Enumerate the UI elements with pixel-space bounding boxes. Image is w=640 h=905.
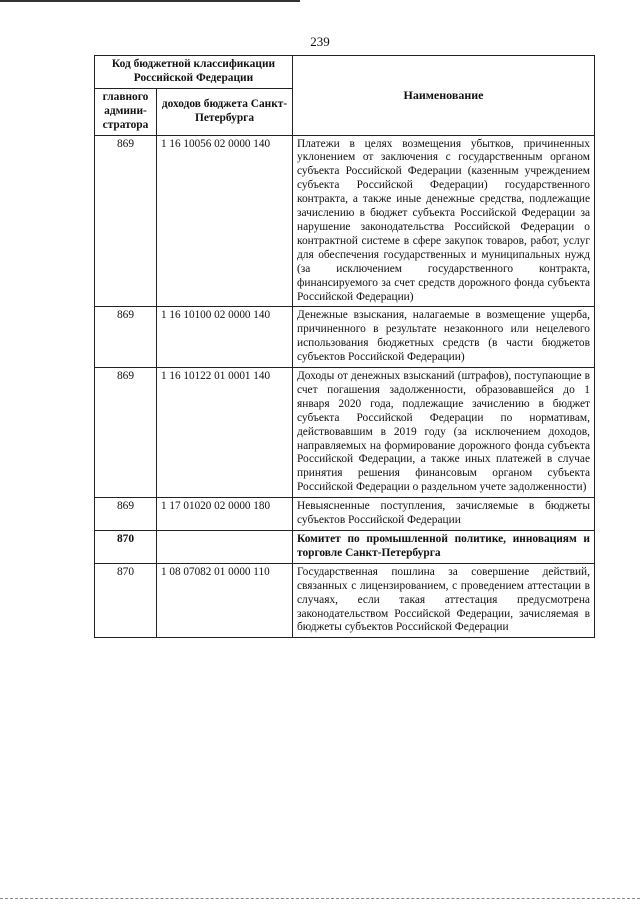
admin-code-cell: 869 [95,368,157,498]
income-code-cell: 1 16 10100 02 0000 140 [157,307,293,368]
income-code-cell: 1 16 10122 01 0001 140 [157,368,293,498]
name-cell: Комитет по промышленной политике, инновациям и торговле Санкт-Петербурга [293,531,595,564]
table-row [95,563,595,638]
table-row [95,498,595,531]
admin-code-cell: 870 [95,531,157,564]
admin-code-cell: 869 [95,307,157,368]
income-code-cell: 1 16 10056 02 0000 140 [157,135,293,307]
table-row [95,135,595,307]
admin-code-cell: 869 [95,498,157,531]
table-row [95,307,595,368]
header-name: Наименование [293,56,595,136]
name-cell: Платежи в целях возмещения убытков, причиненных уклонением от заключения с государственным органом субъекта Российской Федерации (казенным учреждением субъекта Российской Федерации) государственного контракта, а также иные денежные средства, подлежащие зачислению в бюджет субъекта Российской Федерации за нарушение законодательства Российской Федерации о контрактной системе в сфере закупок товаров, работ, услуг для обеспечения государственных и муниципальных нужд (за исключением государственного контракта, финансируемого за счет средств дорожного фонда субъекта Российской Федерации) [293,135,595,307]
name-cell: Государственная пошлина за совершение действий, связанных с лицензированием, с проведением аттестации в случаях, если такая аттестация предусмотрена законодательством Российской Федерации, зачисляемая в бюджеты субъектов Российской Федерации [293,563,595,638]
income-code-cell: 1 08 07082 01 0000 110 [157,563,293,638]
header-admin: главного админи-стратора [95,88,157,135]
income-code-cell: 1 17 01020 02 0000 180 [157,498,293,531]
name-cell: Невыясненные поступления, зачисляемые в бюджеты субъектов Российской Федерации [293,498,595,531]
admin-code-cell: 870 [95,563,157,638]
name-cell: Доходы от денежных взысканий (штрафов), поступающие в счет погашения задолженности, образовавшейся до 1 января 2020 года, подлежащие зачислению в бюджет субъекта Российской Федерации по нормативам, действовавшим в 2019 году (за исключением доходов, направляемых на формирование дорожного фонда субъекта Российской Федерации, а также иных платежей в случае принятия решения финансовым органом субъекта Российской Федерации о раздельном учете задолженности) [293,368,595,498]
table-row-administrator-heading [95,531,595,564]
top-rule [0,0,300,2]
name-cell: Денежные взыскания, налагаемые в возмещение ущерба, причиненного в результате незаконного или нецелевого использования бюджетных средств (в части бюджетов субъектов Российской Федерации) [293,307,595,368]
page-number: 239 [310,34,330,49]
admin-code-cell: 869 [95,135,157,307]
table-row [95,368,595,498]
budget-classification-table [94,55,595,638]
header-classification-group: Код бюджетной классификации Российской Федерации [95,56,293,89]
header-income-code: доходов бюджета Санкт-Петербурга [157,88,293,135]
income-code-cell [157,531,293,564]
bottom-rule [0,898,640,900]
